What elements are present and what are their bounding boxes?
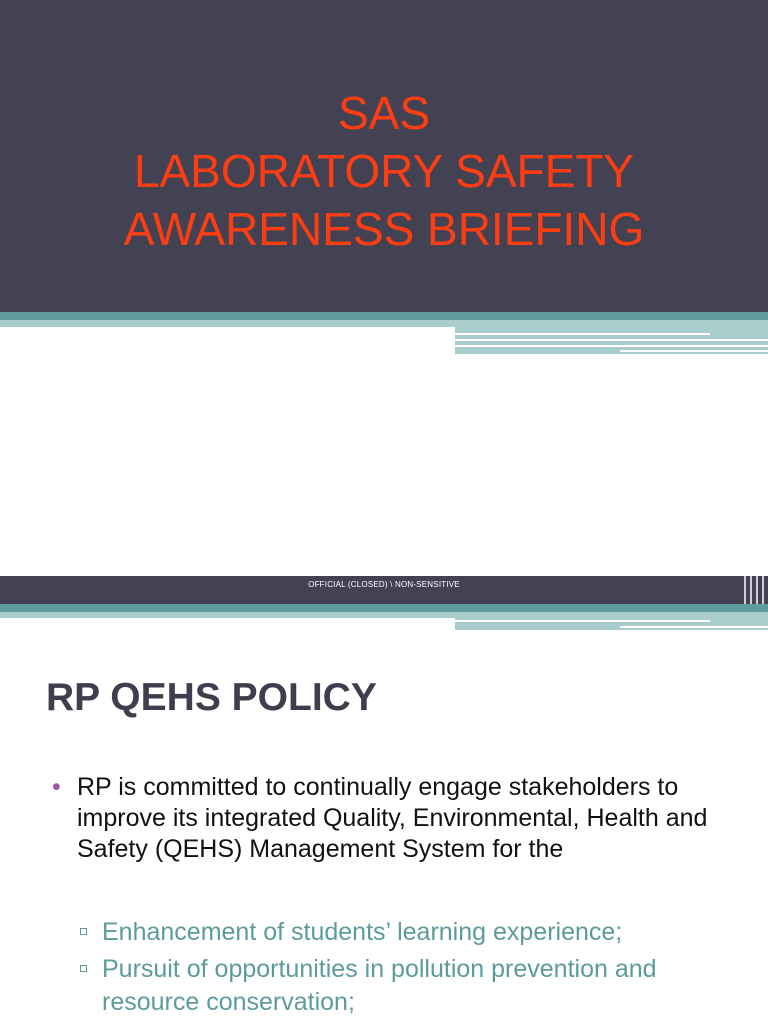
slide1-teal-light-band: [0, 320, 768, 327]
sub-bullet-text: Enhancement of students’ learning experience;: [102, 918, 623, 946]
slide2-teal-band: [0, 604, 768, 612]
header-stripe: [762, 576, 764, 604]
title-line-3: AWARENESS BRIEFING: [123, 203, 645, 255]
slide1-stripe: [455, 339, 768, 341]
square-bullet-icon: [80, 965, 87, 972]
slide1-stripe: [455, 333, 710, 335]
sub-bullet-text: Pursuit of opportunities in pollution prevention and resource conservation;: [102, 955, 657, 1016]
square-bullet-icon: [80, 928, 87, 935]
bullet-dot-icon: •: [52, 773, 61, 801]
sub-bullet-list: [78, 916, 758, 1023]
bullet-item: [52, 772, 742, 865]
bullet-text: RP is committed to continually engage stakeholders to improve its integrated Quality, Environmental, Health and Safety (QEHS) Management System for the: [77, 773, 708, 863]
classification-label: OFFICIAL (CLOSED) \ NON-SENSITIVE: [308, 580, 460, 589]
slide1-stripe: [455, 345, 768, 347]
slide1-stripe: [620, 350, 768, 352]
sub-bullet-item: [78, 916, 758, 949]
title-line-2: LABORATORY SAFETY: [133, 145, 635, 197]
slide1-teal-band: [0, 312, 768, 320]
slide2-stripe: [620, 626, 768, 628]
slide1-title: [0, 84, 768, 258]
slide2-title: RP QEHS POLICY: [46, 676, 377, 719]
header-stripe: [756, 576, 758, 604]
header-stripe: [744, 576, 746, 604]
slide2-stripe: [455, 620, 710, 622]
header-stripe: [750, 576, 752, 604]
title-line-1: SAS: [337, 87, 431, 139]
sub-bullet-item: [78, 953, 758, 1019]
